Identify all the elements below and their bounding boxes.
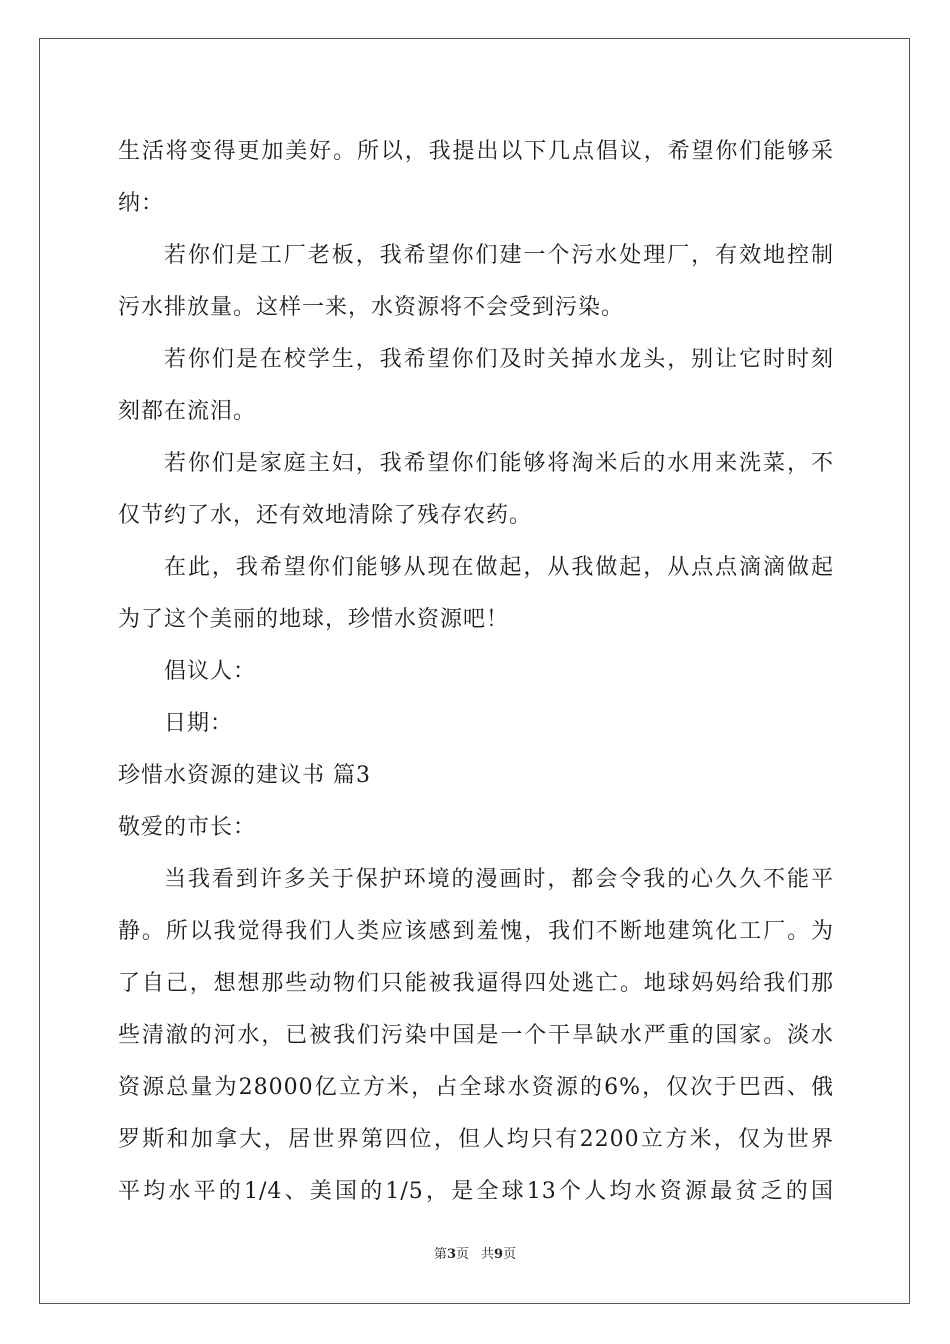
paragraph-line: 刻都在流泪。 — [118, 399, 257, 424]
section-title: 珍惜水资源的建议书 篇3 — [118, 763, 371, 788]
document-body — [118, 126, 834, 1218]
paragraph-line: 为了这个美丽的地球，珍惜水资源吧！ — [118, 607, 510, 632]
proposer-label: 倡议人： — [164, 659, 257, 684]
paragraph-line: 若你们是工厂老板，我希望你们建一个污水处理厂，有效地控制 — [164, 243, 834, 268]
page-prefix: 第 — [433, 1247, 447, 1262]
date-label: 日期： — [164, 711, 234, 736]
paragraph-line: 污水排放量。这样一来，水资源将不会受到污染。 — [118, 295, 625, 320]
total-prefix: 共 — [481, 1247, 495, 1262]
paragraph-line: 平均水平的1/4、美国的1/5，是全球13个人均水资源最贫乏的国 — [118, 1179, 834, 1204]
paragraph-line: 若你们是家庭主妇，我希望你们能够将淘米后的水用来洗菜，不 — [164, 451, 834, 476]
page-suffix: 页 — [455, 1247, 469, 1262]
page-number: 3 — [446, 1247, 456, 1262]
paragraph-line: 生活将变得更加美好。所以，我提出以下几点倡议，希望你们能够采 — [118, 139, 834, 164]
paragraph-line: 在此，我希望你们能够从现在做起，从我做起，从点点滴滴做起 — [164, 555, 834, 580]
paragraph-line: 若你们是在校学生，我希望你们及时关掉水龙头，别让它时时刻 — [164, 347, 834, 372]
paragraph-line: 了自己，想想那些动物们只能被我逼得四处逃亡。地球妈妈给我们那 — [118, 971, 834, 996]
paragraph-line: 当我看到许多关于保护环境的漫画时，都会令我的心久久不能平 — [164, 867, 834, 892]
paragraph-line: 仅节约了水，还有效地清除了残存农药。 — [118, 503, 533, 528]
total-suffix: 页 — [503, 1247, 517, 1262]
salutation: 敬爱的市长： — [118, 815, 257, 840]
paragraph-line: 静。所以我觉得我们人类应该感到羞愧，我们不断地建筑化工厂。为 — [118, 919, 834, 944]
paragraph-line: 些清澈的河水，已被我们污染中国是一个干旱缺水严重的国家。淡水 — [118, 1023, 834, 1048]
paragraph-line: 罗斯和加拿大，居世界第四位，但人均只有2200立方米，仅为世界 — [118, 1127, 834, 1152]
total-pages: 9 — [494, 1247, 504, 1262]
paragraph-line: 纳： — [118, 191, 165, 216]
page-footer — [0, 1246, 950, 1264]
paragraph-line: 资源总量为28000亿立方米，占全球水资源的6%，仅次于巴西、俄 — [118, 1075, 834, 1100]
